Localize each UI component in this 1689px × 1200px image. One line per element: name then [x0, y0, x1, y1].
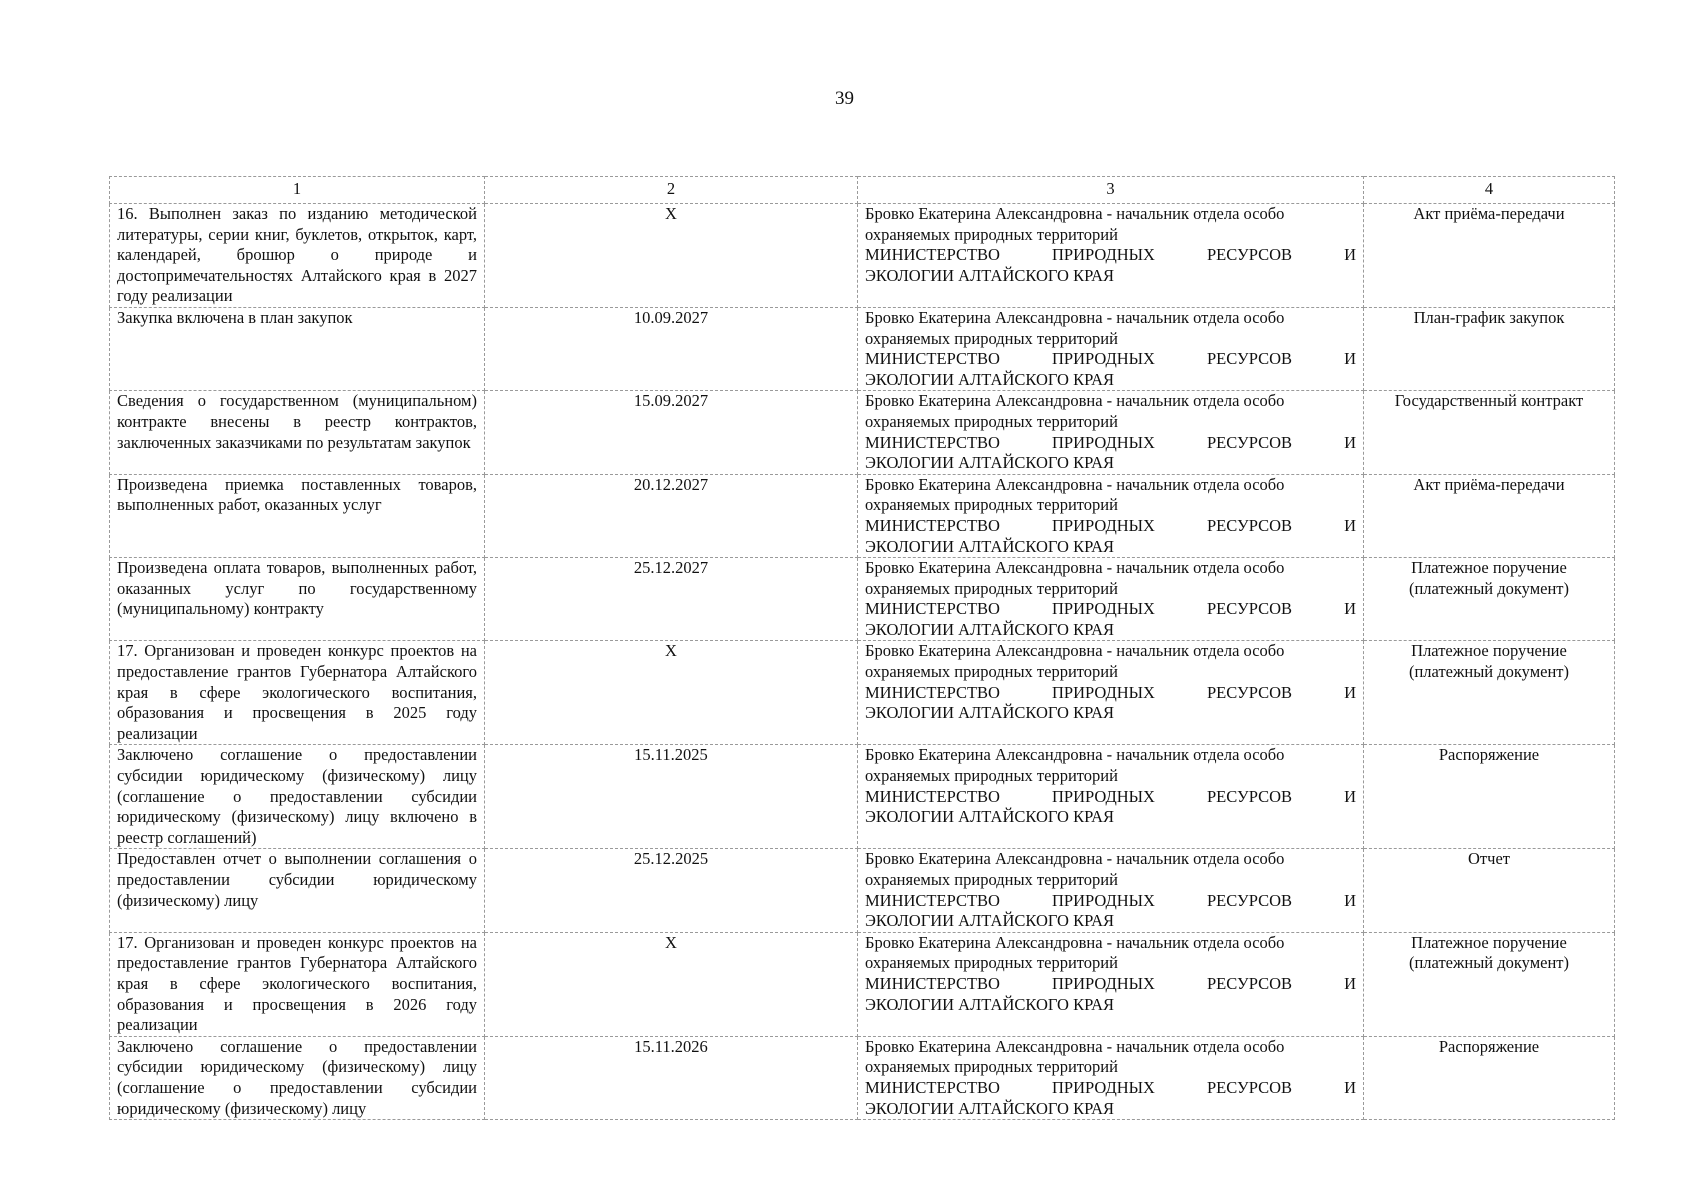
- responsible-cell: [858, 1036, 1364, 1119]
- date-cell: 15.11.2026: [485, 1036, 858, 1119]
- event-cell: Произведена приемка поставленных товаров, выполненных работ, оказанных услуг: [110, 474, 485, 557]
- table-row: [110, 1036, 1615, 1119]
- ministry-line-2: ЭКОЛОГИИ АЛТАЙСКОГО КРАЯ: [865, 619, 1115, 639]
- ministry-line: [865, 433, 1356, 454]
- ministry-line: [865, 974, 1356, 995]
- ministry-word: И: [1344, 786, 1356, 806]
- event-cell: Сведения о государственном (муниципальном) контракте внесены в реестр контрактов, заключенных заказчиками по результатам закупок: [110, 391, 485, 474]
- table-row: [110, 391, 1615, 474]
- ministry-word: РЕСУРСОВ: [1207, 1077, 1293, 1097]
- responsible-cell: [858, 204, 1364, 308]
- responsible-cell: [858, 641, 1364, 745]
- ministry-line: [865, 1078, 1356, 1099]
- ministry-word: РЕСУРСОВ: [1207, 515, 1293, 535]
- table-row: [110, 641, 1615, 745]
- ministry-line-2: ЭКОЛОГИИ АЛТАЙСКОГО КРАЯ: [865, 453, 1115, 473]
- ministry-word: ПРИРОДНЫХ: [1052, 890, 1155, 910]
- ministry-word: РЕСУРСОВ: [1207, 890, 1293, 910]
- responsible-text: Бровко Екатерина Александровна - начальник отдела особо охраняемых природных территорий: [865, 474, 1285, 515]
- responsible-cell: [858, 745, 1364, 849]
- ministry-line-2: ЭКОЛОГИИ АЛТАЙСКОГО КРАЯ: [865, 1098, 1115, 1118]
- event-cell: Закупка включена в план закупок: [110, 307, 485, 390]
- responsible-text: Бровко Екатерина Александровна - начальник отдела особо охраняемых природных территорий: [865, 932, 1285, 973]
- ministry-word: И: [1344, 599, 1356, 619]
- ministry-line-2: ЭКОЛОГИИ АЛТАЙСКОГО КРАЯ: [865, 369, 1115, 389]
- date-cell: X: [485, 204, 858, 308]
- document-cell: Отчет: [1364, 849, 1615, 932]
- ministry-word: МИНИСТЕРСТВО: [865, 245, 1000, 265]
- responsible-text: Бровко Екатерина Александровна - начальник отдела особо охраняемых природных территорий: [865, 307, 1285, 348]
- ministry-word: И: [1344, 1077, 1356, 1097]
- responsible-cell: [858, 558, 1364, 641]
- table-row: [110, 307, 1615, 390]
- ministry-line: [865, 349, 1356, 370]
- event-cell: Предоставлен отчет о выполнении соглашения о предоставлении субсидии юридическому (физическому) лицу: [110, 849, 485, 932]
- ministry-line-2: ЭКОЛОГИИ АЛТАЙСКОГО КРАЯ: [865, 536, 1115, 556]
- ministry-word: ПРИРОДНЫХ: [1052, 1077, 1155, 1097]
- date-cell: 15.09.2027: [485, 391, 858, 474]
- responsible-text: Бровко Екатерина Александровна - начальник отдела особо охраняемых природных территорий: [865, 391, 1285, 431]
- date-cell: X: [485, 641, 858, 745]
- column-header-2: 2: [485, 177, 858, 204]
- responsible-text: Бровко Екатерина Александровна - начальник отдела особо охраняемых природных территорий: [865, 849, 1285, 889]
- document-cell: Акт приёма-передачи: [1364, 474, 1615, 557]
- ministry-word: И: [1344, 349, 1356, 369]
- document-cell: Акт приёма-передачи: [1364, 204, 1615, 308]
- ministry-word: И: [1344, 973, 1356, 993]
- ministry-line: [865, 787, 1356, 808]
- ministry-word: И: [1344, 515, 1356, 535]
- event-cell: 17. Организован и проведен конкурс проектов на предоставление грантов Губернатора Алтайского края в сфере экологического воспитания, образования и просвещения в 2026 году реализации: [110, 932, 485, 1036]
- ministry-word: ПРИРОДНЫХ: [1052, 515, 1155, 535]
- table-row: [110, 558, 1615, 641]
- ministry-word: РЕСУРСОВ: [1207, 349, 1293, 369]
- event-cell: Произведена оплата товаров, выполненных работ, оказанных услуг по государственному (муниципальному) контракту: [110, 558, 485, 641]
- event-cell: Заключено соглашение о предоставлении субсидии юридическому (физическому) лицу (соглашение о предоставлении субсидии юридическому (физическому) лицу включено в реестр соглашений): [110, 745, 485, 849]
- date-cell: 15.11.2025: [485, 745, 858, 849]
- responsible-cell: [858, 932, 1364, 1036]
- ministry-word: И: [1344, 890, 1356, 910]
- ministry-word: МИНИСТЕРСТВО: [865, 599, 1000, 619]
- ministry-line-2: ЭКОЛОГИИ АЛТАЙСКОГО КРАЯ: [865, 911, 1115, 931]
- table-row: [110, 849, 1615, 932]
- column-header-3: 3: [858, 177, 1364, 204]
- event-cell: 17. Организован и проведен конкурс проектов на предоставление грантов Губернатора Алтайского края в сфере экологического воспитания, образования и просвещения в 2025 году реализации: [110, 641, 485, 745]
- ministry-line: [865, 245, 1356, 266]
- ministry-line: [865, 683, 1356, 704]
- ministry-word: ПРИРОДНЫХ: [1052, 432, 1155, 452]
- ministry-word: ПРИРОДНЫХ: [1052, 973, 1155, 993]
- responsible-text: Бровко Екатерина Александровна - начальник отдела особо охраняемых природных территорий: [865, 745, 1285, 786]
- table-row: [110, 745, 1615, 849]
- ministry-word: МИНИСТЕРСТВО: [865, 682, 1000, 702]
- document-cell: Платежное поручение (платежный документ): [1364, 932, 1615, 1036]
- ministry-word: РЕСУРСОВ: [1207, 432, 1293, 452]
- ministry-line: [865, 599, 1356, 620]
- ministry-word: РЕСУРСОВ: [1207, 786, 1293, 806]
- ministry-word: И: [1344, 245, 1356, 265]
- ministry-word: МИНИСТЕРСТВО: [865, 432, 1000, 452]
- ministry-word: ПРИРОДНЫХ: [1052, 786, 1155, 806]
- ministry-line-2: ЭКОЛОГИИ АЛТАЙСКОГО КРАЯ: [865, 994, 1115, 1014]
- ministry-word: И: [1344, 432, 1356, 452]
- ministry-word: РЕСУРСОВ: [1207, 682, 1293, 702]
- date-cell: 20.12.2027: [485, 474, 858, 557]
- responsible-text: Бровко Екатерина Александровна - начальник отдела особо охраняемых природных территорий: [865, 641, 1285, 682]
- ministry-word: РЕСУРСОВ: [1207, 973, 1293, 993]
- responsible-text: Бровко Екатерина Александровна - начальник отдела особо охраняемых природных территорий: [865, 1036, 1285, 1077]
- table-header-row: [110, 177, 1615, 204]
- document-cell: Платежное поручение (платежный документ): [1364, 558, 1615, 641]
- ministry-word: МИНИСТЕРСТВО: [865, 515, 1000, 535]
- responsible-cell: [858, 849, 1364, 932]
- table-row: [110, 474, 1615, 557]
- responsible-cell: [858, 307, 1364, 390]
- table-body: [110, 204, 1615, 1120]
- responsible-text: Бровко Екатерина Александровна - начальник отдела особо охраняемых природных территорий: [865, 558, 1285, 598]
- document-cell: Государственный контракт: [1364, 391, 1615, 474]
- column-header-1: 1: [110, 177, 485, 204]
- responsible-cell: [858, 474, 1364, 557]
- ministry-line-2: ЭКОЛОГИИ АЛТАЙСКОГО КРАЯ: [865, 703, 1115, 723]
- event-cell: 16. Выполнен заказ по изданию методической литературы, серии книг, буклетов, открыток, карт, календарей, брошюр о природе и достопримечательностях Алтайского края в 2027 году реализации: [110, 204, 485, 308]
- ministry-word: ПРИРОДНЫХ: [1052, 349, 1155, 369]
- ministry-line: [865, 516, 1356, 537]
- document-cell: Платежное поручение (платежный документ): [1364, 641, 1615, 745]
- ministry-line-2: ЭКОЛОГИИ АЛТАЙСКОГО КРАЯ: [865, 265, 1115, 285]
- document-cell: Распоряжение: [1364, 745, 1615, 849]
- document-cell: Распоряжение: [1364, 1036, 1615, 1119]
- table-row: [110, 932, 1615, 1036]
- ministry-word: МИНИСТЕРСТВО: [865, 349, 1000, 369]
- ministry-word: МИНИСТЕРСТВО: [865, 1077, 1000, 1097]
- ministry-line-2: ЭКОЛОГИИ АЛТАЙСКОГО КРАЯ: [865, 807, 1115, 827]
- responsible-cell: [858, 391, 1364, 474]
- ministry-word: МИНИСТЕРСТВО: [865, 973, 1000, 993]
- date-cell: X: [485, 932, 858, 1036]
- table-row: [110, 204, 1615, 308]
- plan-table: [109, 176, 1615, 1120]
- event-cell: Заключено соглашение о предоставлении субсидии юридическому (физическому) лицу (соглашение о предоставлении субсидии юридическому (физическому) лицу: [110, 1036, 485, 1119]
- page-number: 39: [835, 88, 854, 109]
- ministry-word: И: [1344, 682, 1356, 702]
- ministry-word: ПРИРОДНЫХ: [1052, 245, 1155, 265]
- ministry-word: ПРИРОДНЫХ: [1052, 599, 1155, 619]
- ministry-word: РЕСУРСОВ: [1207, 245, 1293, 265]
- date-cell: 25.12.2025: [485, 849, 858, 932]
- date-cell: 25.12.2027: [485, 558, 858, 641]
- responsible-text: Бровко Екатерина Александровна - начальник отдела особо охраняемых природных территорий: [865, 204, 1285, 244]
- column-header-4: 4: [1364, 177, 1615, 204]
- date-cell: 10.09.2027: [485, 307, 858, 390]
- ministry-line: [865, 891, 1356, 912]
- ministry-word: МИНИСТЕРСТВО: [865, 786, 1000, 806]
- ministry-word: МИНИСТЕРСТВО: [865, 890, 1000, 910]
- ministry-word: РЕСУРСОВ: [1207, 599, 1293, 619]
- document-cell: План-график закупок: [1364, 307, 1615, 390]
- ministry-word: ПРИРОДНЫХ: [1052, 682, 1155, 702]
